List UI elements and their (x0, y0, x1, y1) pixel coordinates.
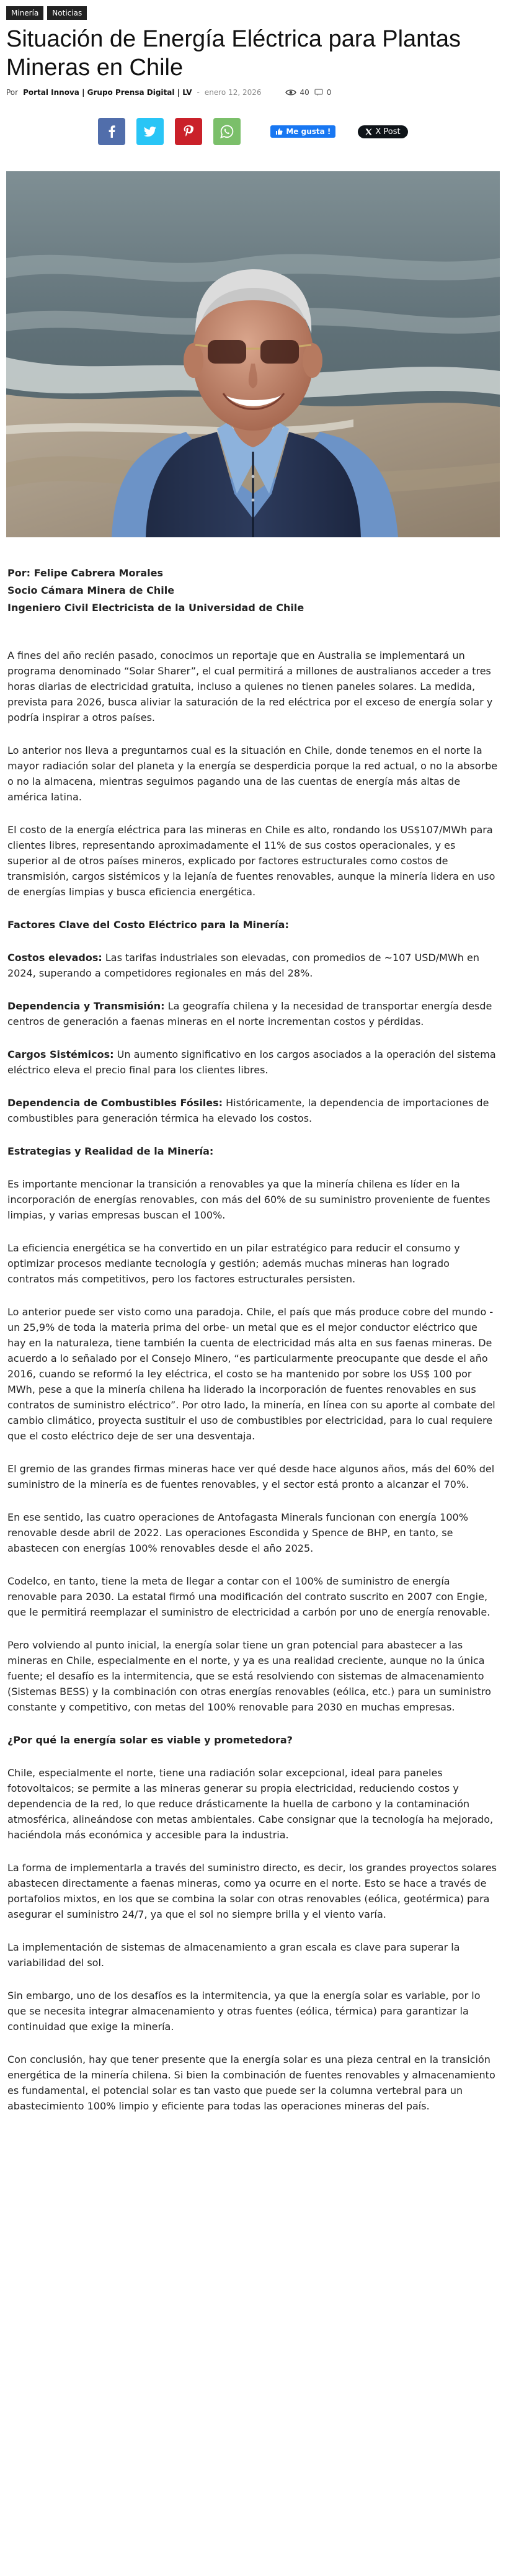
section-heading: Factores Clave del Costo Eléctrico para la Minería: (7, 919, 289, 931)
views-value: 40 (300, 88, 309, 97)
section-heading: ¿Por qué la energía solar es viable y prometedora? (7, 1734, 293, 1746)
factor-text: Históricamente, la dependencia de importaciones de combustibles para generación térmica ha elevado los costos. (7, 1097, 489, 1124)
x-post-label: X Post (375, 127, 401, 136)
paragraph: Lo anterior nos lleva a preguntarnos cual es la situación en Chile, donde tenemos en el norte la mayor radiación solar del planeta y la energía se desperdicia porque la red actual, o no la absorbe o no la almacena, mientras seguimos pagando una de las cuentas de energía más altas de américa latina. (7, 745, 498, 803)
factor-title: Dependencia de Combustibles Fósiles: (7, 1097, 223, 1109)
byline-prefix: Por (6, 88, 19, 97)
article-meta (6, 88, 500, 97)
factor-text: Un aumento significativo en los cargos asociados a la operación del sistema eléctrico eleva el precio final para los clientes libres. (7, 1049, 496, 1076)
article-body (0, 565, 506, 2114)
x-logo-icon (365, 128, 372, 135)
factor-text: La geografía chilena y la necesidad de transportar energía desde centros de generación a faenas mineras en el norte incrementan costos y pérdidas. (7, 1000, 492, 1027)
twitter-icon (144, 127, 156, 137)
factor-item (7, 950, 499, 981)
comments-count[interactable] (314, 88, 332, 97)
paragraph: Es importante mencionar la transición a renovables ya que la minería chilena es líder en la incorporación de energías renovables, con más del 60% de su suministro proveniente de fuentes limpias, y varias empresas buscan el 100%. (7, 1178, 490, 1221)
paragraph: En ese sentido, las cuatro operaciones de Antofagasta Minerals funcionan con energía 100% renovable desde abril de 2022. Las operaciones Escondida y Spence de BHP, en tanto, se abastecen con energías 100% renovables desde el año 2025. (7, 1511, 468, 1554)
author-signature (7, 565, 499, 617)
paragraph: Pero volviendo al punto inicial, la energía solar tiene un gran potencial para abastecer a las mineras en Chile, especialmente en el norte, y ya es una realidad creciente, aunque no la única fuente; el desafío es la intermitencia, que se está resolviendo con sistemas de almacenamiento (Sistemas BESS) y la combinación con otras energías renovables (eólica, etc.) para un suministro constante y competitivo, con metas del 100% renovable para 2030 en muchas empresas. (7, 1639, 491, 1713)
facebook-like-button[interactable] (270, 125, 335, 138)
paragraph: Sin embargo, uno de los desafíos es la intermitencia, ya que la energía solar es variable, por lo que se necesita integrar almacenamiento y otras fuentes (eólica, térmica) para garantizar la continuidad que exige la minería. (7, 1990, 481, 2033)
category-tag-mineria[interactable]: Minería (6, 6, 43, 20)
paragraph: La eficiencia energética se ha convertido en un pilar estratégico para reducir el consumo y optimizar procesos mediante tecnología y gestión; además muchas mineras han logrado contratos más competitivos, pero los factores estructurales persisten. (7, 1242, 460, 1285)
publish-date: enero 12, 2026 (204, 88, 262, 97)
meta-separator: - (197, 88, 200, 97)
category-tag-noticias[interactable]: Noticias (47, 6, 87, 20)
whatsapp-icon (220, 125, 234, 138)
factor-item (7, 998, 499, 1029)
article-photo (6, 171, 500, 537)
signature-line: Ingeniero Civil Electricista de la Universidad de Chile (7, 602, 304, 614)
paragraph: A fines del año recién pasado, conocimos un reportaje que en Australia se implementará un programa denominado “Solar Sharer”, el cual permitirá a millones de australianos acceder a tres horas diarias de electricidad gratuita, incluso a quienes no tienen paneles solares. La medida, prevista para 2026, busca aliviar la saturación de la red eléctrica por el exceso de energía solar y podría inspirar a otros países. (7, 650, 493, 723)
article-title: Situación de Energía Eléctrica para Plantas Mineras en Chile (6, 26, 461, 81)
paragraph: La forma de implementarla a través del suministro directo, es decir, los grandes proyectos solares abastecen directamente a faenas mineras, como ya ocurre en el norte. Esto se hace a través de portafolios mixtos, en los que se combina la solar con otras renovables (eólica, geotérmica) para asegurar el suministro 24/7, ya que el sol no siempre brilla y el viento varía. (7, 1862, 497, 1920)
comment-icon (314, 89, 323, 96)
x-post-button[interactable] (358, 125, 407, 138)
twitter-share-button[interactable] (136, 118, 164, 145)
whatsapp-share-button[interactable] (213, 118, 241, 145)
signature-line: Por: Felipe Cabrera Morales (7, 567, 164, 579)
thumbs-up-icon (275, 128, 283, 135)
paragraph: Con conclusión, hay que tener presente que la energía solar es una pieza central en la transición energética de la minería chilena. Si bien la combinación de fuentes renovables y almacenamiento es fundamental, el potencial solar es tan vasto que puede ser la columna vertebral para un abastecimiento 100% limpio y eficiente para todas las operaciones mineras del país. (7, 2054, 495, 2112)
pinterest-icon (184, 125, 193, 138)
facebook-share-button[interactable] (98, 118, 125, 145)
factor-item (7, 1095, 499, 1126)
factor-title: Dependencia y Transmisión: (7, 1000, 165, 1012)
paragraph: El costo de la energía eléctrica para las mineras en Chile es alto, rondando los US$107/MWh para clientes libres, representando aproximadamente el 11% de sus costos operacionales, y es superior al de otros países mineros, explicado por factores estructurales como costos de transmisión, cargos sistémicos y la lejanía de fuentes renovables, aunque la minería lidera en uso de energías limpias y busca eficiencia energética. (7, 824, 495, 898)
factor-title: Cargos Sistémicos: (7, 1049, 114, 1060)
paragraph: La implementación de sistemas de almacenamiento a gran escala es clave para superar la variabilidad del sol. (7, 1941, 460, 1969)
paragraph: Codelco, en tanto, tiene la meta de llegar a contar con el 100% de suministro de energía renovable para 2030. La estatal firmó una modificación del contrato suscrito en 2007 con Engie, que le permitirá reemplazar el suministro de electricidad a carbón por uno de energía renovable. (7, 1575, 490, 1618)
factor-text: Las tarifas industriales son elevadas, con promedios de ~107 USD/MWh en 2024, superando a competidores regionales en más del 28%. (7, 952, 479, 979)
factor-title: Costos elevados: (7, 952, 102, 964)
category-tags (0, 0, 506, 20)
like-label: Me gusta ! (286, 127, 331, 136)
paragraph: El gremio de las grandes firmas mineras hace ver qué desde hace algunos años, más del 60% del suministro de la minería es de fuentes renovables, y el sector está pronto a alcanzar el 70%. (7, 1463, 495, 1490)
eye-icon (285, 89, 296, 96)
pinterest-share-button[interactable] (175, 118, 202, 145)
views-count (285, 88, 309, 97)
facebook-icon (108, 125, 115, 138)
paragraph: Lo anterior puede ser visto como una paradoja. Chile, el país que más produce cobre del mundo -un 25,9% de toda la materia prima del orbe- un metal que es el mejor conductor eléctrico que hay en la naturaleza, tiene también la cuenta de electricidad más alta en sus faenas mineras. De acuerdo a lo señalado por el Consejo Minero, “es particularmente preocupante que desde el año 2016, cuando se reformó la ley eléctrica, el costo se ha mantenido por sobre los US$ 100 por MWh, pese a que la minería chilena ha liderado la incorporación de fuentes renovables en sus contratos de suministro eléctrico”. Por otro lado, la minería, en línea con su aporte al combate del cambio climático, proyecta sustituir el uso de combustibles por electricidad, para lo cual requiere que el costo eléctrico deje de ser una desventaja. (7, 1306, 495, 1442)
signature-line: Socio Cámara Minera de Chile (7, 584, 175, 596)
author-link[interactable]: Portal Innova | Grupo Prensa Digital | LV (23, 88, 192, 97)
factor-item (7, 1047, 499, 1078)
paragraph: Chile, especialmente el norte, tiene una radiación solar excepcional, ideal para paneles fotovoltaicos; se permite a las mineras generar su propia electricidad, reduciendo costos y dependencia de la red, lo que reduce drásticamente la huella de carbono y la contaminación atmosférica, alineándose con metas ambientales. Cabe consignar que la tecnología ha mejorado, haciéndola más económica y accesible para la industria. (7, 1767, 494, 1841)
share-bar (0, 118, 506, 145)
comments-value: 0 (326, 88, 332, 97)
section-heading: Estrategias y Realidad de la Minería: (7, 1145, 214, 1157)
